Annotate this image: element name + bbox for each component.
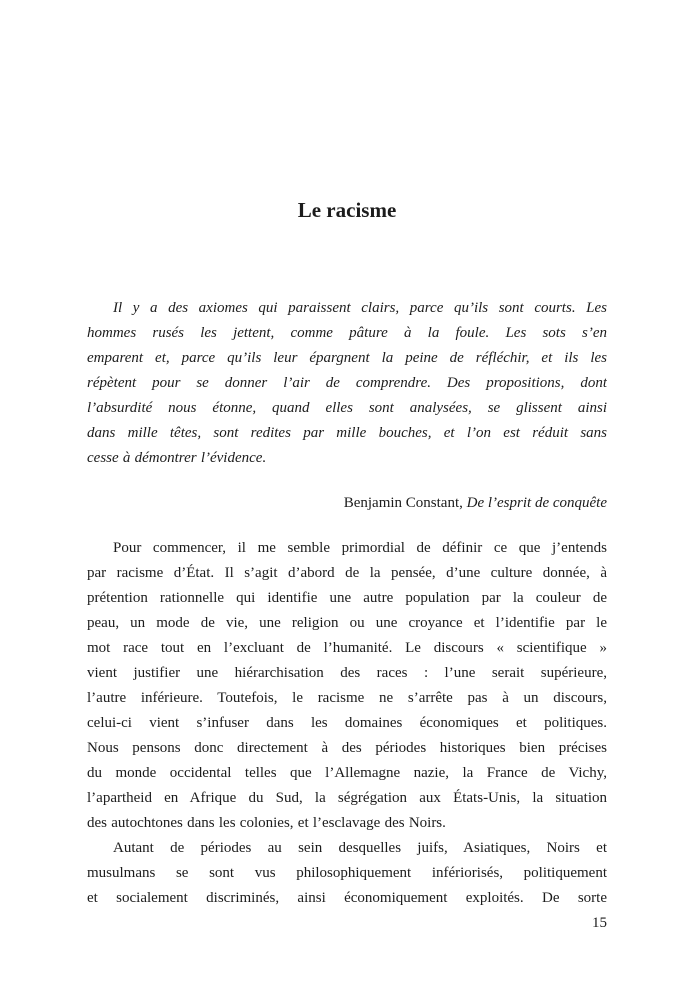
text-line: l’absurdité nous étonne, quand elles sont analysées, se glissent ainsi [87, 400, 607, 416]
page-number: 15 [592, 915, 607, 931]
text-line: vient justifier une hiérarchisation des races : l’une serait supérieure, [87, 665, 607, 681]
text-line: emparent et, parce qu’ils leur épargnent la peine de réfléchir, et ils les [87, 350, 607, 366]
text-line: répètent pour se donner l’air de comprendre. Des propositions, dont [87, 375, 607, 391]
text-line: Il y a des axiomes qui paraissent clairs, parce qu’ils sont courts. Les [113, 300, 607, 316]
text-line: Autant de périodes au sein desquelles juifs, Asiatiques, Noirs et [113, 840, 607, 856]
text-line: prétention rationnelle qui identifie une autre population par la couleur de [87, 590, 607, 606]
text-line: l’apartheid en Afrique du Sud, la ségrégation aux États-Unis, la situation [87, 790, 607, 806]
chapter-title: Le racisme [297, 198, 397, 222]
text-line: Nous pensons donc directement à des périodes historiques bien précises [87, 740, 607, 756]
attribution-author: Benjamin Constant, [343, 495, 467, 511]
body-paragraph [87, 836, 607, 911]
text-line: Pour commencer, il me semble primordial de définir ce que j’entends [113, 540, 607, 556]
text-line: peau, un mode de vie, une religion ou une croyance et l’identifie par le [87, 615, 607, 631]
text-line: des autochtones dans les colonies, et l’esclavage des Noirs. [87, 815, 446, 831]
text-line: celui-ci vient s’infuser dans les domaines économiques et politiques. [87, 715, 607, 731]
text-line: l’autre inférieure. Toutefois, le racisme ne s’arrête pas à un discours, [87, 690, 607, 706]
text-line: et socialement discriminés, ainsi économiquement exploités. De sorte [87, 890, 607, 906]
text-line: par racisme d’État. Il s’agit d’abord de la pensée, d’une culture donnée, à [87, 565, 607, 581]
text-line: hommes rusés les jettent, comme pâture à la foule. Les sots s’en [87, 325, 607, 341]
attribution-work-title: De l’esprit de conquête [466, 495, 607, 511]
text-line: mot race tout en l’excluant de l’humanité. Le discours « scientifique » [87, 640, 607, 656]
text-line: du monde occidental telles que l’Allemagne nazie, la France de Vichy, [87, 765, 607, 781]
text-line: musulmans se sont vus philosophiquement infériorisés, politiquement [87, 865, 607, 881]
text-line: cesse à démontrer l’évidence. [87, 450, 267, 466]
body-paragraph [87, 536, 607, 836]
epigraph-attribution [87, 491, 607, 516]
epigraph-quote [87, 296, 607, 471]
body-text [87, 536, 607, 911]
text-line: dans mille têtes, sont redites par mille bouches, et l’on est réduit sans [87, 425, 607, 441]
